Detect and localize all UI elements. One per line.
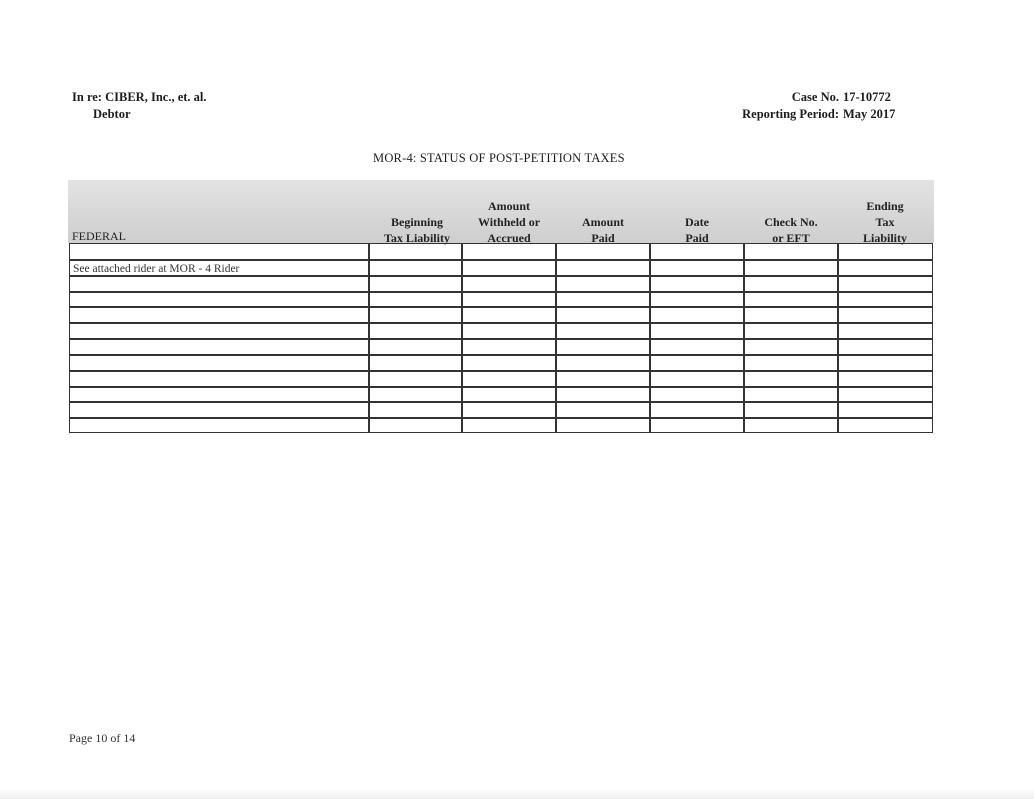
col-header-line: Liability xyxy=(862,231,907,245)
section-label-federal: FEDERAL xyxy=(72,229,126,243)
col-header-line: Date xyxy=(685,215,709,229)
row-divider xyxy=(69,386,933,388)
in-re-label: In re: xyxy=(72,90,102,104)
row-divider xyxy=(69,291,933,293)
case-no-label: Case No. xyxy=(791,90,839,104)
col-header-line: Paid xyxy=(591,231,615,245)
reporting-period-label: Reporting Period: xyxy=(742,107,839,121)
col-header-date-paid xyxy=(650,214,744,246)
row-divider xyxy=(69,322,933,324)
reporting-period-value: May 2017 xyxy=(843,107,896,121)
col-header-check-no xyxy=(744,214,838,246)
debtor-name: CIBER, Inc., et. al. xyxy=(105,90,207,104)
col-header-beginning-tax-liability xyxy=(370,214,464,246)
page-number: Page 10 of 14 xyxy=(69,731,136,745)
col-header-line: Amount xyxy=(581,215,624,229)
col-header-line: Ending xyxy=(866,199,904,213)
debtor-label: Debtor xyxy=(93,107,131,121)
row-divider xyxy=(69,275,933,277)
col-header-line: Accrued xyxy=(487,231,531,245)
row-divider xyxy=(69,401,933,403)
scan-edge xyxy=(0,789,1034,799)
col-header-line: Tax xyxy=(875,215,895,229)
col-header-line: Amount xyxy=(487,199,530,213)
table-row-text: See attached rider at MOR - 4 Rider xyxy=(73,263,240,275)
row-divider xyxy=(69,417,933,419)
row-divider xyxy=(69,338,933,340)
col-header-line: Withheld or xyxy=(477,215,541,229)
col-header-line: Beginning xyxy=(390,215,444,229)
row-divider xyxy=(69,354,933,356)
col-header-amount-paid xyxy=(556,214,650,246)
debtor-header xyxy=(72,89,207,123)
page-title: MOR-4: STATUS OF POST-PETITION TAXES xyxy=(373,151,625,165)
col-header-line: or EFT xyxy=(772,231,810,245)
row-divider xyxy=(69,259,933,261)
case-header xyxy=(742,89,895,123)
col-header-line: Check No. xyxy=(764,215,818,229)
col-header-line: Tax Liability xyxy=(384,231,450,245)
row-divider xyxy=(69,370,933,372)
col-header-line: Paid xyxy=(685,231,709,245)
col-header-amount-withheld xyxy=(462,198,556,246)
case-no-value: 17-10772 xyxy=(843,90,891,104)
row-divider xyxy=(69,306,933,308)
col-header-ending-tax-liability xyxy=(838,198,932,246)
